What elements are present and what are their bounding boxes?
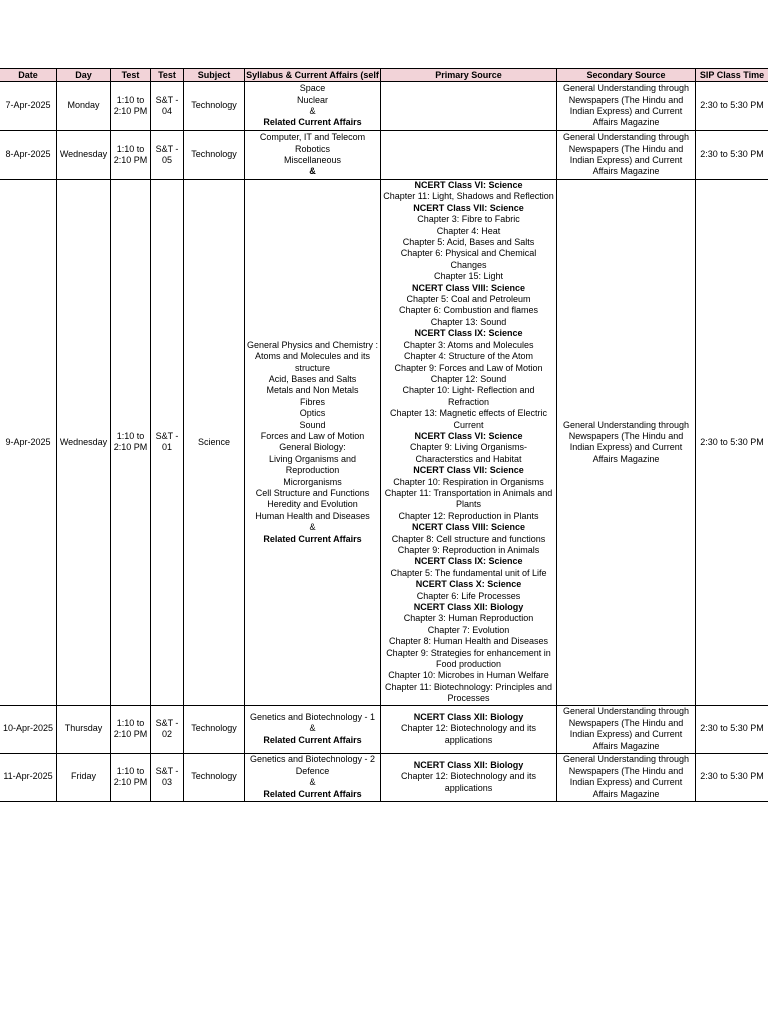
primary-source-cell-line: NCERT Class XII: Biology <box>413 602 524 613</box>
primary-source-cell-line: Chapter 12: Biotechnology and its applications <box>400 771 537 793</box>
day-cell: Wednesday <box>57 180 111 706</box>
primary-source-cell-line: Chapter 9: Living Organisms- Characterstics and Habitat <box>409 442 528 464</box>
date-cell: 8-Apr-2025 <box>0 131 57 180</box>
primary-source-cell-line: Chapter 5: Coal and Petroleum <box>406 294 531 305</box>
test-time-cell: 1:10 to 2:10 PM <box>111 131 151 180</box>
primary-source-cell-line: NCERT Class VIII: Science <box>411 282 526 293</box>
subject-cell: Technology <box>184 753 245 801</box>
syllabus-cell <box>245 705 381 753</box>
sip-time-cell: 2:30 to 5:30 PM <box>696 131 768 180</box>
header-day: Day <box>57 69 111 82</box>
primary-source-cell-line: Chapter 13: Sound <box>430 316 507 327</box>
primary-source-cell-line: Chapter 5: The fundamental unit of Life <box>390 567 547 578</box>
header-primary-source: Primary Source <box>381 69 557 82</box>
primary-source-cell <box>381 131 557 180</box>
test-code-cell: S&T - 04 <box>151 82 184 131</box>
primary-source-cell-line: NCERT Class VII: Science <box>413 465 524 476</box>
day-cell: Wednesday <box>57 131 111 180</box>
syllabus-cell <box>245 131 381 180</box>
primary-source-cell-line: NCERT Class X: Science <box>415 579 522 590</box>
syllabus-cell-line: Sound <box>299 419 326 430</box>
syllabus-cell-line: & <box>309 166 316 177</box>
primary-source-cell-line: Chapter 10: Respiration in Organisms <box>393 476 544 487</box>
primary-source-cell-line: Chapter 11: Transportation in Animals and Plants <box>384 487 553 510</box>
primary-source-cell-line: Chapter 12: Biotechnology and its applications <box>400 723 537 745</box>
syllabus-cell-line: & <box>309 522 316 533</box>
header-date: Date <box>0 69 57 82</box>
primary-source-cell-line: Chapter 11: Light, Shadows and Reflection <box>383 191 554 202</box>
sip-time-cell: 2:30 to 5:30 PM <box>696 82 768 131</box>
syllabus-cell-line: General Physics and Chemistry : Atoms and Molecules and its structure <box>246 339 379 373</box>
primary-source-cell <box>381 82 557 131</box>
primary-source-cell-line: NCERT Class VII: Science <box>413 202 524 213</box>
syllabus-cell-line: Space <box>299 83 326 94</box>
syllabus-cell-line: Forces and Law of Motion <box>260 430 365 441</box>
test-time-cell: 1:10 to 2:10 PM <box>111 705 151 753</box>
test-time-cell: 1:10 to 2:10 PM <box>111 753 151 801</box>
subject-cell: Technology <box>184 82 245 131</box>
date-cell: 9-Apr-2025 <box>0 180 57 706</box>
primary-source-cell-line: Chapter 3: Atoms and Molecules <box>403 339 534 350</box>
primary-source-cell-line: Chapter 4: Structure of the Atom <box>403 351 534 362</box>
secondary-source-cell: General Understanding through Newspapers (The Hindu and Indian Express) and Current Affairs Magazine <box>557 753 696 801</box>
primary-source-cell-line: NCERT Class VIII: Science <box>411 522 526 533</box>
primary-source-cell <box>381 180 557 706</box>
primary-source-cell-line: Chapter 8: Cell structure and functions <box>391 533 546 544</box>
syllabus-cell <box>245 180 381 706</box>
date-cell: 7-Apr-2025 <box>0 82 57 131</box>
primary-source-cell-line: Chapter 11: Biotechnology: Principles and Processes <box>385 681 552 704</box>
sip-time-cell: 2:30 to 5:30 PM <box>696 753 768 801</box>
header-test-time: Test <box>111 69 151 82</box>
primary-source-cell-line: Chapter 9: Reproduction in Animals <box>397 545 540 555</box>
subject-cell: Science <box>184 180 245 706</box>
primary-source-cell-line: Chapter 13: Magnetic effects of Electric Current <box>390 408 547 430</box>
syllabus-cell-line: Defence <box>295 765 330 776</box>
syllabus-cell-line: Related Current Affairs <box>263 788 362 799</box>
syllabus-cell-line: Related Current Affairs <box>263 533 362 544</box>
syllabus-cell-line: Nuclear <box>296 94 328 105</box>
syllabus-cell-line: Fibres <box>299 396 325 407</box>
primary-source-cell <box>381 753 557 801</box>
primary-source-cell-line: Chapter 6: Combustion and flames <box>398 305 539 316</box>
test-code-cell: S&T - 05 <box>151 131 184 180</box>
table-row <box>0 82 768 131</box>
primary-source-cell-line: NCERT Class XII: Biology <box>413 712 524 723</box>
primary-source-cell-line: Chapter 15: Light <box>433 271 504 282</box>
primary-source-cell-line: Chapter 6: Physical and Chemical Changes <box>400 248 537 270</box>
syllabus-cell-line: Optics <box>299 408 326 419</box>
syllabus-cell <box>245 753 381 801</box>
primary-source-cell-line: Chapter 12: Reproduction in Plants <box>398 510 539 521</box>
table-row <box>0 753 768 801</box>
date-cell: 11-Apr-2025 <box>0 753 57 801</box>
syllabus-cell-line: Related Current Affairs <box>263 734 362 745</box>
syllabus-cell-line: Cell Structure and Functions <box>255 487 370 498</box>
test-code-cell: S&T - 03 <box>151 753 184 801</box>
header-sip-class-time: SIP Class Time <box>696 69 768 82</box>
syllabus-cell-line: & <box>309 106 316 116</box>
header-row <box>0 69 768 82</box>
subject-cell: Technology <box>184 131 245 180</box>
primary-source-cell-line: Chapter 8: Human Health and Diseases <box>388 636 549 647</box>
header-syllabus: Syllabus & Current Affairs (self <box>246 70 379 80</box>
syllabus-cell-line: Acid, Bases and Salts <box>268 373 357 384</box>
primary-source-cell-line: NCERT Class IX: Science <box>414 328 523 339</box>
syllabus-cell-line: Genetics and Biotechnology - 2 <box>249 754 376 765</box>
primary-source-cell-line: Chapter 6: Life Processes <box>416 590 521 601</box>
day-cell: Monday <box>57 82 111 131</box>
primary-source-cell-line: NCERT Class IX: Science <box>414 556 523 567</box>
syllabus-cell-line: Microrganisms <box>283 476 342 487</box>
syllabus-cell-line: Genetics and Biotechnology - 1 <box>249 712 376 723</box>
syllabus-cell-line: General Biology: <box>279 442 346 453</box>
table-row <box>0 131 768 180</box>
header-subject: Subject <box>184 69 245 82</box>
primary-source-cell-line: Chapter 3: Human Reproduction <box>403 613 534 624</box>
primary-source-cell-line: Chapter 9: Forces and Law of Motion <box>394 362 543 373</box>
day-cell: Friday <box>57 753 111 801</box>
syllabus-cell-line: Living Organisms and Reproduction <box>268 453 357 476</box>
table-row <box>0 705 768 753</box>
secondary-source-cell: General Understanding through Newspapers (The Hindu and Indian Express) and Current Affairs Magazine <box>557 180 696 706</box>
sip-time-cell: 2:30 to 5:30 PM <box>696 180 768 706</box>
date-cell: 10-Apr-2025 <box>0 705 57 753</box>
syllabus-cell-line: Related Current Affairs <box>263 117 362 128</box>
secondary-source-cell: General Understanding through Newspapers (The Hindu and Indian Express) and Current Affairs Magazine <box>557 82 696 131</box>
subject-cell: Technology <box>184 705 245 753</box>
secondary-source-cell: General Understanding through Newspapers (The Hindu and Indian Express) and Current Affairs Magazine <box>557 705 696 753</box>
syllabus-cell-line: Metals and Non Metals <box>266 385 359 396</box>
test-code-cell: S&T - 02 <box>151 705 184 753</box>
syllabus-cell-line: Miscellaneous <box>283 155 342 165</box>
primary-source-cell-line: Chapter 5: Acid, Bases and Salts <box>402 237 535 248</box>
primary-source-cell-line: Chapter 4: Heat <box>436 225 501 236</box>
syllabus-cell-line: & <box>309 723 316 734</box>
test-code-cell: S&T - 01 <box>151 180 184 706</box>
syllabus-cell-line: Heredity and Evolution <box>267 499 358 510</box>
syllabus-cell <box>245 82 381 131</box>
test-time-cell: 1:10 to 2:10 PM <box>111 82 151 131</box>
primary-source-cell-line: Chapter 9: Strategies for enhancement in Food production <box>386 647 551 670</box>
syllabus-cell-line: Human Health and Diseases <box>255 510 370 521</box>
primary-source-cell-line: Chapter 3: Fibre to Fabric <box>417 214 520 225</box>
primary-source-cell-line: NCERT Class VI: Science <box>414 180 523 190</box>
primary-source-cell-line: Chapter 10: Light- Reflection and Refraction <box>402 385 535 407</box>
syllabus-cell-line: & <box>309 777 316 788</box>
test-time-cell: 1:10 to 2:10 PM <box>111 180 151 706</box>
primary-source-cell-line: Chapter 10: Microbes in Human Welfare <box>388 670 549 681</box>
schedule-table <box>0 68 768 802</box>
primary-source-cell-line: NCERT Class VI: Science <box>414 430 523 441</box>
primary-source-cell-line: Chapter 7: Evolution <box>427 624 510 635</box>
sip-time-cell: 2:30 to 5:30 PM <box>696 705 768 753</box>
day-cell: Thursday <box>57 705 111 753</box>
table-row <box>0 180 768 706</box>
syllabus-cell-line: Robotics <box>294 143 330 154</box>
secondary-source-cell: General Understanding through Newspapers (The Hindu and Indian Express) and Current Affairs Magazine <box>557 131 696 180</box>
header-test: Test <box>151 69 184 82</box>
primary-source-cell-line: Chapter 12: Sound <box>430 373 507 384</box>
header-secondary-source: Secondary Source <box>557 69 696 82</box>
primary-source-cell <box>381 705 557 753</box>
syllabus-cell-line: Computer, IT and Telecom <box>259 132 366 143</box>
primary-source-cell-line: NCERT Class XII: Biology <box>413 760 524 771</box>
